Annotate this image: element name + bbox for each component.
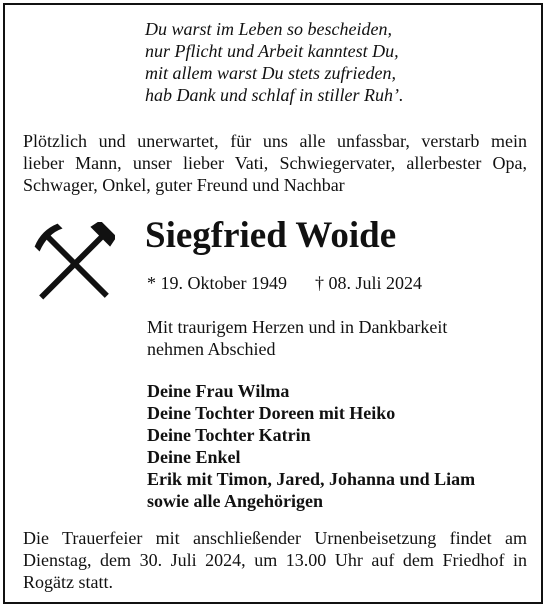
announcement-line: lieber Mann, unser lieber Vati, Schwiegervater, allerbester Opa, [23,153,527,173]
announcement-line: Schwager, Onkel, guter Freund und Nachbar [23,175,345,195]
mourners-list [147,380,475,512]
mourner-line: Deine Tochter Doreen mit Heiko [147,403,396,423]
service-line: Dienstag, dem 30. Juli 2024, um 13.00 Uhr auf dem Friedhof in [23,550,527,570]
farewell-line: Mit traurigem Herzen und in Dankbarkeit [147,317,448,337]
mourner-line: Deine Frau Wilma [147,381,290,401]
death-date: † 08. Juli 2024 [314,273,422,293]
hammer-and-pick-icon [33,222,115,304]
farewell-line: nehmen Abschied [147,339,276,359]
memorial-poem [145,18,525,106]
poem-line: mit allem warst Du stets zufrieden, [145,63,396,83]
announcement-line: Plötzlich und unerwartet, für uns alle unfassbar, verstarb mein [23,131,527,151]
mourner-line: Deine Enkel [147,447,241,467]
mourner-line: Deine Tochter Katrin [147,425,311,445]
mourner-line: sowie alle Angehörigen [147,491,323,511]
poem-line: hab Dank und schlaf in stiller Ruh’. [145,85,404,105]
death-announcement-text [23,130,527,196]
life-dates [147,272,422,294]
service-line: Die Trauerfeier mit anschließender Urnenbeisetzung findet am [23,528,527,548]
farewell-text [147,316,447,360]
service-line: Rogätz statt. [23,572,113,592]
poem-line: nur Pflicht und Arbeit kanntest Du, [145,41,399,61]
birth-date: * 19. Oktober 1949 [147,273,287,293]
mourner-line: Erik mit Timon, Jared, Johanna und Liam [147,469,476,489]
funeral-service-info [23,527,527,593]
deceased-name: Siegfried Woide [145,215,397,256]
poem-line: Du warst im Leben so bescheiden, [145,19,392,39]
